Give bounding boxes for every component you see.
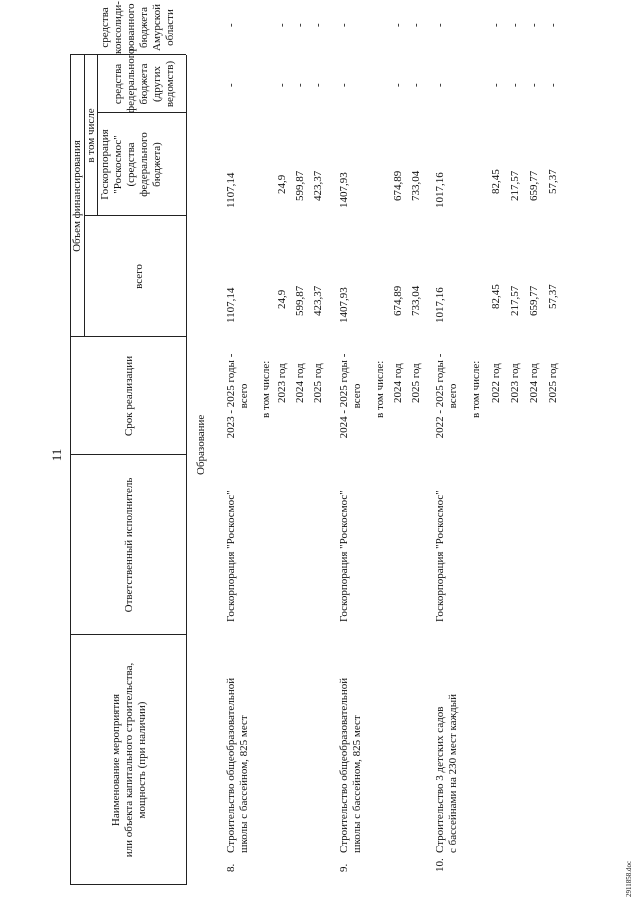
row-8-federal: -: [225, 83, 237, 87]
row-10-year-2022: 2022 год: [490, 363, 502, 403]
row-10-year-2024: 2024 год: [528, 363, 540, 403]
row-8-number: 8.: [225, 863, 237, 872]
header-total: всего: [133, 264, 145, 289]
row-8-year-2023: 2023 год: [276, 363, 288, 403]
row-9-federal: -: [338, 83, 350, 87]
row-10-federal: -: [434, 83, 446, 87]
row-8-2023-regional: -: [276, 23, 288, 27]
row-10-period: 2022 - 2025 годы - всего: [434, 353, 459, 439]
header-federal: средства федерального бюджета (других ведомств): [112, 48, 176, 113]
row-10-2023-regional: -: [509, 23, 521, 27]
row-10-2022-regional: -: [490, 23, 502, 27]
footer-filename: 2911858.doc: [625, 860, 633, 897]
row-8-2024-federal: -: [294, 83, 306, 87]
row-10-2022-federal: -: [490, 83, 502, 87]
header-name: Наименование мероприятия или объекта капитального строительства, мощность (при наличии): [110, 662, 148, 858]
row-10-2025-total: 57,37: [547, 284, 559, 309]
row-8-2024-roscosmos: 599,87: [294, 170, 306, 201]
row-8-roscosmos: 1107,14: [225, 172, 237, 208]
row-8-2025-total: 423,37: [312, 285, 324, 316]
row-9-regional: -: [338, 23, 350, 27]
row-10-2024-federal: -: [528, 83, 540, 87]
row-9-roscosmos: 1407,93: [338, 172, 350, 208]
row-8-period: 2023 - 2025 годы - всего: [225, 353, 250, 439]
row-8-2024-total: 599,87: [294, 285, 306, 316]
row-10-2023-roscosmos: 217,57: [509, 170, 521, 201]
row-8-year-2025: 2025 год: [312, 363, 324, 403]
row-10-2024-regional: -: [528, 23, 540, 27]
row-10-2024-roscosmos: 659,77: [528, 170, 540, 201]
page-number: 11: [49, 448, 64, 462]
header-in-that-number: в том числе: [85, 108, 97, 163]
row-10-2025-federal: -: [547, 83, 559, 87]
row-9-2025-roscosmos: 733,04: [410, 170, 422, 201]
row-8-2023-roscosmos: 24,9: [276, 174, 288, 194]
row-10-2024-total: 659,77: [528, 285, 540, 316]
header-period: Срок реализации: [123, 355, 135, 437]
row-10-2025-regional: -: [547, 23, 559, 27]
row-9-2024-total: 674,89: [392, 285, 404, 316]
row-9-2024-federal: -: [392, 83, 404, 87]
row-9-executor: Госкорпорация "Роскосмос": [338, 490, 350, 622]
row-9-name: Строительство общеобразовательной школы с бассейном, 825 мест: [338, 677, 363, 853]
header-roscosmos: Госкорпорация "Роскосмос" (средства федерального бюджета): [99, 129, 163, 200]
header-executor: Ответственный исполнитель: [123, 477, 135, 613]
row-8-2023-total: 24,9: [276, 289, 288, 309]
row-10-2022-roscosmos: 82,45: [490, 169, 502, 194]
row-9-total: 1407,93: [338, 287, 350, 323]
row-10-incl-label: в том числе:: [470, 360, 482, 418]
row-8-name: Строительство общеобразовательной школы с бассейном, 825 мест: [225, 677, 250, 853]
row-9-2024-regional: -: [392, 23, 404, 27]
row-9-incl-label: в том числе:: [374, 360, 386, 418]
row-8-total: 1107,14: [225, 287, 237, 323]
row-10-number: 10.: [434, 858, 446, 872]
row-10-2023-federal: -: [509, 83, 521, 87]
row-9-2025-total: 733,04: [410, 285, 422, 316]
row-8-2023-federal: -: [276, 83, 288, 87]
row-8-year-2024: 2024 год: [294, 363, 306, 403]
row-9-year-2024: 2024 год: [392, 363, 404, 403]
row-9-year-2025: 2025 год: [410, 363, 422, 403]
header-funding: Объем финансирования: [71, 140, 83, 252]
row-9-2025-regional: -: [410, 23, 422, 27]
header-regional: средства консолиди- рованного бюджета Амурской области: [99, 1, 176, 54]
row-10-2025-roscosmos: 57,37: [547, 169, 559, 194]
row-10-year-2025: 2025 год: [547, 363, 559, 403]
row-9-period: 2024 - 2025 годы - всего: [338, 353, 363, 439]
row-10-total: 1017,16: [434, 287, 446, 323]
row-8-2025-roscosmos: 423,37: [312, 170, 324, 201]
row-9-2025-federal: -: [410, 83, 422, 87]
row-10-2022-total: 82,45: [490, 284, 502, 309]
row-8-executor: Госкорпорация "Роскосмос": [225, 490, 237, 622]
row-8-2025-regional: -: [312, 23, 324, 27]
row-10-year-2023: 2023 год: [509, 363, 521, 403]
row-10-regional: -: [434, 23, 446, 27]
row-10-2023-total: 217,57: [509, 285, 521, 316]
row-8-2025-federal: -: [312, 83, 324, 87]
row-8-2024-regional: -: [294, 23, 306, 27]
row-10-executor: Госкорпорация "Роскосмос": [434, 490, 446, 622]
row-8-regional: -: [225, 23, 237, 27]
header-bottom-border: [186, 55, 187, 885]
row-9-number: 9.: [338, 863, 350, 872]
row-8-incl-label: в том числе:: [260, 360, 272, 418]
section-title: Образование: [195, 414, 207, 475]
row-10-roscosmos: 1017,16: [434, 172, 446, 208]
row-10-name: Строительство 3 детских садов с бассейнами на 230 мест каждый: [434, 693, 459, 853]
row-9-2024-roscosmos: 674,89: [392, 170, 404, 201]
